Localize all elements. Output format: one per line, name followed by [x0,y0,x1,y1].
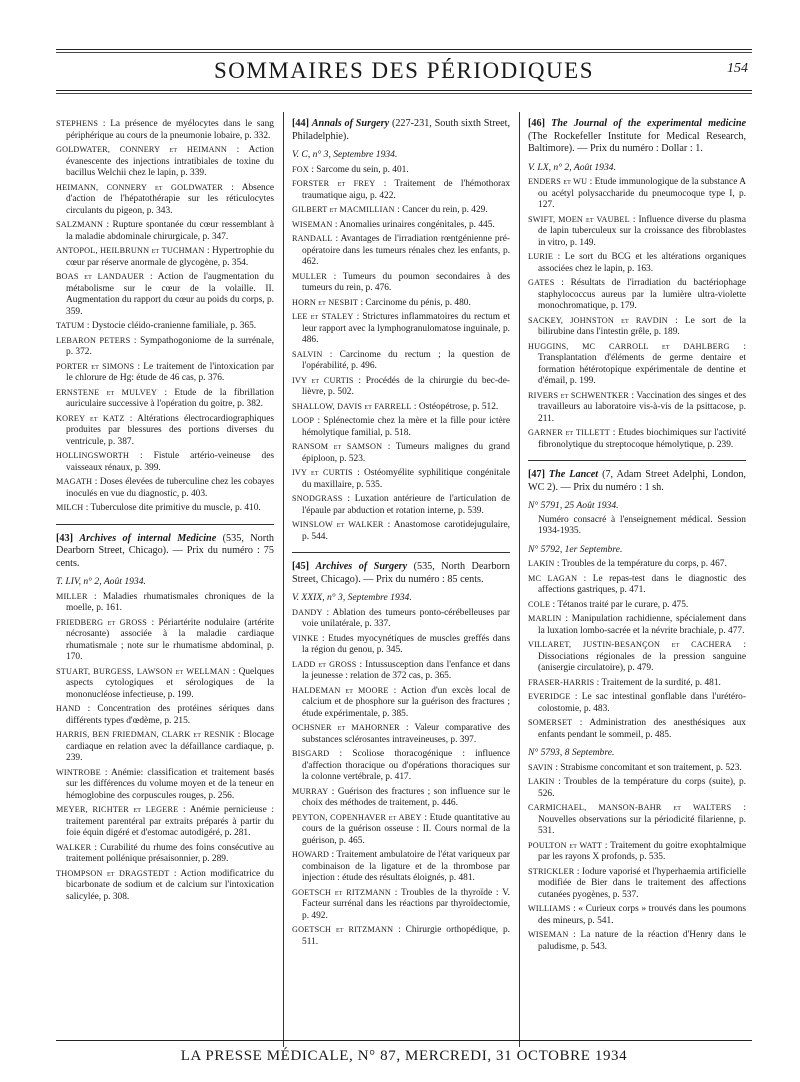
footer-rule [56,1040,752,1041]
article-authors: WINSLOW et WALKER [292,520,384,529]
article-text: Le traitement de l'intoxication par le chlorure de Hg: étude de 46 cas, p. 376. [66,361,274,383]
article-text: Troubles de la température du corps (suite), p. 526. [538,777,746,799]
article-entry: POULTON et WATT : Traitement du goitre exophtalmique par les rayons X profonds, p. 535. [528,840,746,862]
article-entry: FOX : Sarcome du sein, p. 401. [292,164,409,175]
article-entry: HORN et NESBIT : Carcinome du pénis, p. 480. [292,297,471,308]
article-authors: STEPHENS [56,119,99,128]
article-entry: EVERIDGE : Le sac intestinal gonflable dans l'urétéro-colostomie, p. 483. [528,692,746,714]
journal-number: [43] [56,532,73,544]
article-authors: MILCH [56,503,84,512]
journal-number: [46] [528,118,545,129]
article-text: Administration des anesthésiques aux enfants pendant le sommeil, p. 485. [538,718,746,740]
article-entry: BOAS et LANDAUER : Action de l'augmentation du métabolisme sur le cœur de la volaille. II. Augmentation du rapport du cœur au poids du corps, p. 359. [56,272,274,317]
article-authors: ANTOPOL, HEILBRUNN et TUCHMAN [56,246,205,255]
issue-line: T. LIV, n° 2, Août 1934. [56,576,146,587]
article-entry: VILLARET, JUSTIN-BESANÇON et CACHERA : Dissociations régionales de la pression sanguine (anisergie circulatoire), p. 479. [528,640,746,673]
article-text: Fistule artério-veineuse des vaisseaux rénaux, p. 399. [66,451,275,473]
article-entry: ENDERS et WU : Etude immunologique de la substance A ou acétyl polysaccharide du pneumocoque type I, p. 127. [528,177,746,210]
article-text: Doses élevées de tuberculine chez les cobayes inoculés en vue du diagnostic, p. 403. [66,477,274,499]
article-entry: BISGARD : Scoliose thoracogénique : influence d'affection thoracique ou d'opérations thoraciques sur la colonne vertébrale, p. 417. [292,749,510,782]
article-entry: ERNSTENE et MULVEY : Etude de la fibrillation auriculaire successive à l'opération du goitre, p. 382. [56,387,274,409]
journal-title: Archives of Surgery [315,561,408,572]
article-entry: RIVERS et SCHWENTKER : Vaccination des singes et des travailleurs au laboratoire vis-à-vis de la psittacose, p. 211. [528,390,746,424]
article-authors: WINTROBE [56,767,101,777]
article-text: Luxation antérieure de l'articulation de l'épaule par abduction et rotation interne, p. 539. [302,494,510,516]
article-authors: WISEMAN [292,219,333,229]
journal-title: The Journal of the experimental medicine [551,118,747,129]
article-entry: MAGATH : Doses élevées de tuberculine chez les cobayes inoculés en vue du diagnostic, p. 403. [56,477,274,499]
article-authors: MILLER [56,591,88,601]
article-text: Traitement du goitre exophtalmique par les rayons X profonds, p. 535. [538,840,746,862]
article-entry: CARMICHAEL, MANSON-BAHR et WALTERS : Nouvelles observations sur la périodicité filarienne, p. 531. [528,803,746,836]
issue-line: N° 5792, 1er Septembre. [528,543,623,555]
section-divider [528,460,746,461]
column-1 [56,118,274,905]
article-entry: HUGGINS, MC CARROLL et DAHLBERG : Transplantation d'éléments de germe dentaire et formation hétérotopique expérimentale de dentine et d'émail, p. 199. [528,341,746,386]
journal-heading [292,561,510,586]
article-authors: PORTER et SIMONS [56,361,135,371]
article-text: Avantages de l'irradiation rœntgénienne pré-opératoire dans les tumeurs rénales chez les enfants, p. 462. [302,234,510,267]
article-authors: SALZMANN [56,220,104,229]
article-entry: STEPHENS : La présence de myélocytes dans le sang périphérique au cours de la pneumonie lobaire, p. 332. [56,119,274,141]
article-authors: DANDY [292,607,323,617]
article-authors: LEE et STALEY [292,312,354,321]
article-entry: GOLDWATER, CONNERY et HEIMANN : Action évanescente des injections intratibiales de toxine du bacillus Welchii chez le lapin, p. 339. [56,145,274,178]
article-authors: RIVERS et SCHWENTKER [528,390,629,400]
article-text: Curabilité du rhume des foins consécutive au traitement pollénique présaisonnier, p. 289. [66,842,274,864]
article-text: Anémie pernicieuse : traitement parentéral par extraits préparés à partir du foie équin digéré et d'estomac autodigéré, p. 281. [66,805,274,838]
article-entry: MILCH : Tuberculose dite primitive du muscle, p. 410. [56,503,261,513]
article-entry: SNODGRASS : Luxation antérieure de l'articulation de l'épaule par abduction et rotation interne, p. 539. [292,494,510,516]
journal-number: [44] [292,118,309,129]
article-entry: WALKER : Curabilité du rhume des foins consécutive au traitement pollénique présaisonnier, p. 289. [56,842,274,864]
article-text: Vaccination des singes et des travailleurs au laboratoire vis-à-vis de la psittacose, p. 211. [538,390,746,424]
article-entry: HAND : Concentration des protéines sériques dans différents types d'œdème, p. 215. [56,704,274,726]
article-entry: DANDY : Ablation des tumeurs ponto-cérébelleuses par voie unilatérale, p. 337. [292,607,510,629]
issue-note: Numéro consacré à l'enseignement médical. Session 1934-1935. [538,514,746,536]
issue-line: V. LX, n° 2, Août 1934. [528,161,616,173]
article-authors: SNODGRASS [292,494,343,503]
article-authors: LURIE [528,252,554,261]
article-text: Maladies rhumatismales chroniques de la moelle, p. 161. [66,591,274,613]
article-entry: SALVIN : Carcinome du rectum ; la question de l'opérabilité, p. 496. [292,349,510,371]
article-text: Etudes myocynétiques de muscles greffés dans la région du genou, p. 345. [302,633,510,655]
article-text: Transplantation d'éléments de germe dentaire et formation hétérotopique expérimentale de dentine et d'émail, p. 199. [538,353,746,386]
article-text: Etude de la fibrillation auriculaire successive à l'opération du goitre, p. 382. [66,387,274,409]
article-authors: FRIEDBERG et GROSS [56,617,148,627]
article-text: Nouvelles observations sur la périodicité filarienne, p. 531. [538,814,746,836]
column-2 [292,118,510,950]
article-entry: MEYER, RICHTER et LEGERE : Anémie pernicieuse : traitement parentéral par extraits préparés à partir du foie équin digéré et d'estomac autodigéré, p. 281. [56,805,274,838]
article-text: Anomalies urinaires congénitales, p. 445. [339,219,495,230]
article-text: « Curieux corps » trouvés dans les poumons des mineurs, p. 541. [538,904,746,926]
article-text: Troubles de la thyroïde : V. Facteur surrénal dans les réactions par thyroïdectomie, p. 492. [302,887,511,921]
article-entry: WISEMAN : La nature de la réaction d'Henry dans le paludisme, p. 543. [528,930,747,952]
article-authors: GOETSCH et RITZMANN [292,887,392,897]
article-authors: IVY et CURTIS [292,375,354,385]
article-text: Tumeurs malignes du grand épiploon, p. 523. [302,442,510,464]
article-authors: LOOP [292,416,315,425]
page-footer: LA PRESSE MÉDICALE, N° 87, MERCREDI, 31 OCTOBRE 1934 [180,1048,628,1064]
issue-line: V. C, n° 3, Septembre 1934. [292,149,398,160]
article-authors: MEYER, RICHTER et LEGERE [56,805,179,814]
article-text: Intussusception dans l'enfance et dans la jeunesse : relation de 372 cas, p. 365. [302,659,510,681]
article-authors: WILLIAMS [528,904,571,913]
article-authors: SALVIN [292,349,323,359]
title-rule [56,90,752,91]
article-text: Tuberculose dite primitive du muscle, p. 410. [90,503,261,513]
article-entry: GILBERT et MACMILLIAN : Cancer du rein, p. 429. [292,205,488,215]
article-entry: WINSLOW et WALKER : Anastomose carotidejugulaire, p. 544. [292,520,511,542]
article-entry: GARNER et TILLETT : Etudes biochimiques sur l'activité fibronolytique du streptocoque hémolytique, p. 239. [528,428,747,450]
article-text: Splénectomie chez la mère et la fille pour ictère hémolytique familial, p. 518. [302,416,511,438]
issue-line: N° 5791, 25 Août 1934. [528,500,619,511]
article-text: Traitement de la surdité, p. 481. [601,677,721,688]
article-text: Concentration des protéines sériques dans différents types d'œdème, p. 215. [66,704,274,726]
journal-heading [528,118,746,156]
issue-line: V. XXIX, n° 3, Septembre 1934. [292,592,412,603]
article-authors: PEYTON, COPENHAVER et ABEY [292,812,422,822]
article-text: Traitement ambulatoire de l'état variqueux par combinaison de la ligature et de la thrombose par injection : étude des résultats éloignés, p. 481. [302,850,511,883]
article-text: Action de l'augmentation du métabolisme sur le cœur de la volaille. II. Augmentation du rapport du cœur au poids du corps, p. 359. [66,272,274,317]
article-entry: LOOP : Splénectomie chez la mère et la fille pour ictère hémolytique familial, p. 518. [292,416,511,438]
article-entry: HALDEMAN et MOORE : Action d'un excès local de calcium et de phosphore sur la guérison des fractures ; étude expérimentale, p. 385. [292,685,510,719]
article-text: Le sort du BCG et les altérations organiques associées chez le lapin, p. 163. [538,252,747,274]
article-text: Strabisme concomitant et son traitement, p. 523. [560,762,742,773]
article-entry: LADD et GROSS : Intussusception dans l'enfance et dans la jeunesse : relation de 372 cas, p. 365. [292,659,510,681]
article-authors: MC LAGAN [528,573,578,583]
article-entry: PEYTON, COPENHAVER et ABEY : Etude quantitative au cours de la guérison osseuse : II. Cours normal de la guérison, p. 465. [292,812,511,846]
journal-details: (535, North Dearborn Street, Chicago). — Prix du numéro : 75 cents. [56,532,275,569]
article-entry: RANSOM et SAMSON : Tumeurs malignes du grand épiploon, p. 523. [292,442,510,464]
article-authors: GARNER et TILLETT [528,428,610,437]
article-entry: LEBARON PETERS : Sympathogoniome de la surrénale, p. 372. [56,335,274,357]
article-authors: FOX [292,164,309,174]
article-entry: THOMPSON et DRAGSTEDT : Action modificatrice du bicarbonate de sodium et de calcium sur l'intoxication salicylée, p. 308. [56,868,274,902]
article-entry: FRIEDBERG et GROSS : Périartérite nodulaire (artérite nécrosante) associée à la maladie cardiaque rhumatismale ; note sur le rhumatisme abdominal, p. 170. [56,617,274,662]
article-entry: SALZMANN : Rupture spontanée du cœur ressemblant à la maladie abdominale chirurgicale, p. 347. [56,220,275,242]
article-text: Anastomose carotidejugulaire, p. 544. [302,520,511,542]
article-text: Etudes biochimiques sur l'activité fibronolytique du streptocoque hémolytique, p. 239. [538,428,747,450]
article-text: Blocage cardiaque en relation avec la défaillance cardiaque, p. 239. [66,730,274,763]
article-text: Action modificatrice du bicarbonate de sodium et de calcium sur l'intoxication salicylée, p. 308. [66,868,274,902]
article-text: Guérison des fractures ; son influence sur le choix des méthodes de traitement, p. 446. [302,786,511,808]
article-text: Cancer du rein, p. 429. [402,205,488,215]
article-text: Strictures inflammatoires du rectum et leur rapport avec la lymphogranulomatose inguinale, p. 486. [302,312,510,345]
article-authors: SACKEY, JOHNSTON et RAVDIN [528,315,668,325]
article-authors: SAVIN [528,762,553,772]
article-text: Altérations électrocardiographiques produites par blessures des portions diverses du ventricule, p. 387. [66,413,275,447]
article-text: Action évanescente des injections intratibiales de toxine du bacillus Welchii chez le lapin, p. 339. [66,145,274,178]
article-entry: STUART, BURGESS, LAWSON et WELLMAN : Quelques aspects cytologiques et sérologiques de la mononucléose infectieuse, p. 199. [56,666,275,700]
article-text: Rupture spontanée du cœur ressemblant à la maladie abdominale chirurgicale, p. 347. [66,220,275,242]
article-text: Ablation des tumeurs ponto-cérébelleuses par voie unilatérale, p. 337. [302,607,510,629]
article-text: Absence d'action de l'hépatothérapie sur les réticulocytes circulants du pigeon, p. 343. [66,182,274,216]
article-authors: ENDERS et WU [528,177,588,186]
article-entry: HOLLINGSWORTH : Fistule artério-veineuse des vaisseaux rénaux, p. 399. [56,451,275,473]
article-text: Sympathogoniome de la surrénale, p. 372. [66,335,274,357]
article-text: Hypertrophie du cœur par réserve anormale de glycogène, p. 354. [66,246,275,268]
article-authors: MAGATH [56,477,93,486]
article-authors: ERNSTENE et MULVEY [56,387,158,397]
column-divider [283,112,284,1047]
article-entry: HOWARD : Traitement ambulatoire de l'état variqueux par combinaison de la ligature et de la thrombose par injection : étude des résultats éloignés, p. 481. [292,850,511,883]
column-divider [519,112,520,1047]
article-text: Carcinome du pénis, p. 480. [365,297,471,308]
article-text: Tétanos traité par le curare, p. 475. [557,599,689,610]
article-entry: STRICKLER : Iodure vaporisé et l'hyperhaemia artificielle modifiée de Bier dans le traitement des affections cutanées pyogènes, p. 537. [528,866,747,900]
article-text: La nature de la réaction d'Henry dans le paludisme, p. 543. [538,930,747,952]
article-authors: KOREY et KATZ [56,413,125,423]
article-text: Dystocie cléido-cranienne familiale, p. 365. [91,321,257,331]
article-authors: BOAS et LANDAUER [56,272,145,281]
article-text: Résultats de l'irradiation du bactériophage staphylococcus aureus par la lumière ultra-violette monochromatique, p. 179. [538,278,747,311]
article-text: Dissociations régionales de la pression sanguine (anisergie circulatoire), p. 479. [538,651,746,673]
article-entry: LURIE : Le sort du BCG et les altérations organiques associées chez le lapin, p. 163. [528,252,747,274]
top-rule-thin [56,52,752,53]
article-entry: MC LAGAN : Le repas-test dans le diagnostic des affections gastriques, p. 471. [528,573,746,595]
article-authors: GOETSCH et RITZMANN [292,925,394,934]
journal-details: (The Rockefeller Institute for Medical Research, Baltimore). — Prix du numéro : Dollar : 1. [528,130,746,154]
article-authors: RANSOM et SAMSON [292,442,383,451]
journal-details: (535, North Dearborn Street, Chicago). — Prix du numéro : 85 cents. [292,561,511,585]
article-text: Procédés de la chirurgie du bec-de-lièvre, p. 502. [302,375,510,397]
article-authors: POULTON et WATT [528,840,603,850]
article-authors: RANDALL [292,234,333,243]
article-text: Sarcome du sein, p. 401. [316,164,409,175]
article-entry: IVY et CURTIS : Ostéomyélite syphilitique congénitale du maxillaire, p. 535. [292,468,511,490]
section-divider [56,524,274,525]
journal-title: The Lancet [548,469,599,480]
journal-number: [45] [292,561,309,572]
article-entry: VINKE : Etudes myocynétiques de muscles greffés dans la région du genou, p. 345. [292,633,510,655]
article-authors: EVERIDGE [528,692,571,701]
article-authors: WALKER [56,842,92,852]
article-entry: LEE et STALEY : Strictures inflammatoires du rectum et leur rapport avec la lymphogranulomatose inguinale, p. 486. [292,312,510,345]
page-title: SOMMAIRES DES PÉRIODIQUES [214,58,594,83]
article-text: Manipulation rachidienne, spécialement dans la luxation lombo-sacrée et la névrite brachiale, p. 477. [538,614,746,636]
article-text: Ostéomyélite syphilitique congénitale du maxillaire, p. 535. [302,468,511,490]
article-authors: SOMERSET [528,718,573,727]
article-entry: HEIMANN, CONNERY et GOLDWATER : Absence d'action de l'hépatothérapie sur les réticulocytes circulants du pigeon, p. 343. [56,182,274,216]
title-rule-thin [56,93,752,94]
article-authors: IVY et CURTIS [292,468,353,477]
article-entry: RANDALL : Avantages de l'irradiation rœntgénienne pré-opératoire dans les tumeurs rénales chez les enfants, p. 462. [292,234,510,267]
article-authors: VILLARET, JUSTIN-BESANÇON et CACHERA [528,640,732,649]
article-entry: GOETSCH et RITZMANN : Chirurgie orthopédique, p. 511. [292,925,511,947]
column-3 [528,118,746,955]
article-authors: HAND [56,704,81,713]
article-text: Troubles de la température du corps, p. 467. [561,559,727,569]
article-entry: WILLIAMS : « Curieux corps » trouvés dans les poumons des mineurs, p. 541. [528,904,746,926]
article-text: Iodure vaporisé et l'hyperhaemia artificielle modifiée de Bier dans le traitement des affections cutanées pyogènes, p. 537. [538,866,747,900]
article-entry: KOREY et KATZ : Altérations électrocardiographiques produites par blessures des portions diverses du ventricule, p. 387. [56,413,275,447]
article-text: Quelques aspects cytologiques et sérologiques de la mononucléose infectieuse, p. 199. [66,666,275,700]
journal-title: Annals of Surgery [311,118,390,129]
article-text: La présence de myélocytes dans le sang périphérique au cours de la pneumonie lobaire, p. 332. [66,119,274,141]
article-entry: SACKEY, JOHNSTON et RAVDIN : Le sort de la bilirubine dans l'intestin grêle, p. 189. [528,315,746,337]
article-authors: LAKIN [528,559,555,568]
article-text: Carcinome du rectum ; la question de l'opérabilité, p. 496. [302,349,510,371]
article-text: Le sort de la bilirubine dans l'intestin grêle, p. 189. [538,315,746,337]
article-text: Etude immunologique de la substance A ou acétyl polysaccharide du pneumocoque type I, p. 127. [538,177,746,210]
article-entry: FRASER-HARRIS : Traitement de la surdité, p. 481. [528,677,721,688]
article-text: Action d'un excès local de calcium et de phosphore sur la guérison des fractures ; étude expérimentale, p. 385. [302,685,510,719]
article-entry: IVY et CURTIS : Procédés de la chirurgie du bec-de-lièvre, p. 502. [292,375,510,397]
article-authors: SHALLOW, DAVIS et FARRELL [292,401,412,411]
article-authors: BISGARD [292,749,330,758]
journal-heading [528,469,746,494]
article-text: Chirurgie orthopédique, p. 511. [302,925,511,947]
article-authors: VINKE [292,633,319,643]
article-authors: STRICKLER [528,866,575,876]
article-text: Anémie: classification et traitement basés sur les différences du volume moyen et de la teneur en hémoglobine des corpuscules rouges, p. 256. [66,767,274,801]
journal-number: [47] [528,469,545,480]
article-text: Traitement de l'hémothorax traumatique aigu, p. 422. [302,179,511,201]
article-entry: FORSTER et FREY : Traitement de l'hémothorax traumatique aigu, p. 422. [292,179,511,201]
article-entry: WINTROBE : Anémie: classification et traitement basés sur les différences du volume moyen et de la teneur en hémoglobine des corpuscules rouges, p. 256. [56,767,274,801]
article-authors: HOLLINGSWORTH [56,451,130,460]
article-authors: CARMICHAEL, MANSON-BAHR et WALTERS [528,803,732,812]
article-entry: TATUM : Dystocie cléido-cranienne familiale, p. 365. [56,321,257,331]
article-authors: HOWARD [292,850,330,859]
article-text: Scoliose thoracogénique : influence d'affection thoracique ou d'opérations thoraciques sur la colonne vertébrale, p. 417. [302,749,510,782]
article-authors: HORN et NESBIT [292,297,359,307]
article-entry: LAKIN : Troubles de la température du corps, p. 467. [528,559,727,569]
article-authors: GILBERT et MACMILLIAN [292,205,395,214]
article-authors: LEBARON PETERS [56,335,131,345]
journal-details: (227-231, South sixth Street, Philadelphie). [292,118,511,142]
page-number: 154 [727,61,748,76]
article-authors: MULLER [292,271,327,281]
article-entry: GOETSCH et RITZMANN : Troubles de la thyroïde : V. Facteur surrénal dans les réactions par thyroïdectomie, p. 492. [292,887,511,921]
article-entry: COLE : Tétanos traité par le curare, p. 475. [528,599,689,610]
article-authors: GOLDWATER, CONNERY et HEIMANN [56,145,227,154]
article-text: Le sac intestinal gonflable dans l'urétéro-colostomie, p. 483. [538,692,746,714]
article-entry: MURRAY : Guérison des fractures ; son influence sur le choix des méthodes de traitement, p. 446. [292,786,511,808]
article-authors: FORSTER et FREY [292,179,376,188]
top-rule [56,49,752,50]
article-authors: FRASER-HARRIS [528,677,595,687]
article-entry: SWIFT, MOEN et VAUBEL : Influence diverse du plasma de lapin tuberculeux sur la croissance des fibroblastes in vitro, p. 149. [528,214,746,248]
article-entry: PORTER et SIMONS : Le traitement de l'intoxication par le chlorure de Hg: étude de 46 cas, p. 376. [56,361,274,383]
article-text: Tumeurs du poumon secondaires à des tumeurs du rein, p. 476. [302,271,510,293]
journal-details: (7, Adam Street Adelphi, London, WC 2). — Prix du numéro : 1 sh. [528,469,746,493]
article-entry: GATES : Résultats de l'irradiation du bactériophage staphylococcus aureus par la lumière ultra-violette monochromatique, p. 179. [528,278,747,311]
article-text: Ostéopétrose, p. 512. [418,401,499,412]
article-entry: MULLER : Tumeurs du poumon secondaires à des tumeurs du rein, p. 476. [292,271,510,293]
article-authors: WISEMAN [528,930,569,939]
article-entry: ANTOPOL, HEILBRUNN et TUCHMAN : Hypertrophie du cœur par réserve anormale de glycogène, p. 354. [56,246,275,268]
journal-heading [292,118,510,143]
article-authors: LAKIN [528,777,555,786]
article-text: Périartérite nodulaire (artérite nécrosante) associée à la maladie cardiaque rhumatismale ; note sur le rhumatisme abdominal, p. 170. [66,617,274,662]
issue-line: N° 5793, 8 Septembre. [528,747,615,758]
article-authors: HALDEMAN et MOORE [292,685,389,695]
article-authors: MURRAY [292,786,329,796]
article-entry: OCHSNER et MAHORNER : Valeur comparative des substances sclérosantes intraveineuses, p. 397. [292,723,510,745]
journal-title: Archives of internal Medicine [79,532,217,544]
article-entry: HARRIS, BEN FRIEDMAN, CLARK et RESNIK : Blocage cardiaque en relation avec la défaillance cardiaque, p. 239. [56,730,274,763]
article-authors: HUGGINS, MC CARROLL et DAHLBERG [528,341,730,351]
article-authors: THOMPSON et DRAGSTEDT [56,868,170,878]
article-entry: SOMERSET : Administration des anesthésiques aux enfants pendant le sommeil, p. 485. [528,718,746,740]
article-authors: LADD et GROSS [292,659,357,669]
section-divider [292,552,510,553]
article-authors: HARRIS, BEN FRIEDMAN, CLARK et RESNIK [56,730,235,739]
article-entry: MILLER : Maladies rhumatismales chroniques de la moelle, p. 161. [56,591,274,613]
article-authors: GATES [528,278,555,287]
article-text: Valeur comparative des substances sclérosantes intraveineuses, p. 397. [302,723,510,745]
article-entry: WISEMAN : Anomalies urinaires congénitales, p. 445. [292,219,495,230]
article-entry: LAKIN : Troubles de la température du corps (suite), p. 526. [528,777,746,799]
article-authors: COLE [528,599,551,609]
article-authors: OCHSNER et MAHORNER [292,723,400,732]
article-authors: SWIFT, MOEN et VAUBEL [528,214,630,224]
journal-heading [56,533,274,571]
article-authors: HEIMANN, CONNERY et GOLDWATER [56,182,223,192]
article-entry: SHALLOW, DAVIS et FARRELL : Ostéopétrose, p. 512. [292,401,499,412]
article-text: Etude quantitative au cours de la guérison osseuse : II. Cours normal de la guérison, p. 465. [302,812,511,846]
article-authors: MARLIN [528,614,562,623]
article-authors: STUART, BURGESS, LAWSON et WELLMAN [56,666,230,676]
article-text: Influence diverse du plasma de lapin tuberculeux sur la croissance des fibroblastes in vitro, p. 149. [538,214,746,248]
article-text: Le repas-test dans le diagnostic des affections gastriques, p. 471. [538,573,746,595]
article-entry: MARLIN : Manipulation rachidienne, spécialement dans la luxation lombo-sacrée et la névrite brachiale, p. 477. [528,614,746,636]
article-entry: SAVIN : Strabisme concomitant et son traitement, p. 523. [528,762,742,773]
article-authors: TATUM [56,321,85,330]
